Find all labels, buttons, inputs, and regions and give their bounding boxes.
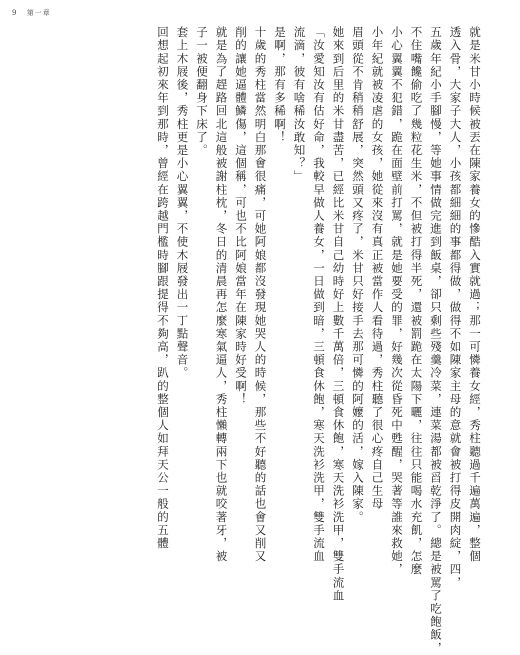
text-column: 她來到后里的米甘盡苦，已經比米甘自己幼時好上數千萬倍，三頓食休飽，寒天洗衫洗甲，雙手流血 bbox=[331, 26, 346, 603]
text-column: 五歲年紀小手腳慢，等她事情做完進到飯桌，卻只剩些殘羹冷菜，連菜湯都被舀乾淨了。總是被罵了吃飽飯， bbox=[429, 26, 443, 655]
text-column: 回想起初來年到那時，曾經在跨越門檻時腳跟提得不夠高，趴的整個人如拜天公一般的五體 bbox=[156, 26, 170, 550]
text-column: 小心翼翼不犯錯，跪在面壁前打罵，就是她要受的罪，好幾次從昏死中甦醒，哭著等誰來救她， bbox=[390, 26, 404, 577]
text-column: 透入骨，大家子大人，小孩都細細的事都得做，做得不如陳家主母的意就會被打得皮開肉綻，四， bbox=[448, 26, 463, 590]
text-column: 眉頭從不肯稍稍舒展，突然頭又疼了，米甘只好接手去那可憐的阿嬤的活，嫁入陳家。 bbox=[351, 26, 365, 524]
text-column: 「汝愛知汝有估好命，我較早做人養女，一日做到暗，三頓食休飽，寒天洗衫洗甲，雙手流血 bbox=[312, 26, 326, 564]
text-column: 小年紀就被凌虐的女孩，她從來沒有真正被當作人看待過，秀柱聽了很心疼自己生母 bbox=[370, 26, 385, 511]
page-number: 9 bbox=[12, 9, 18, 17]
text-column: 是啊，那有多稀啊！ bbox=[273, 26, 287, 144]
text-column: 子一被便翻身下床了。 bbox=[195, 26, 209, 157]
chapter-title: 第一章 bbox=[26, 9, 51, 17]
text-column: 流滴，彼有啥稀汝敢知？」 bbox=[292, 26, 307, 184]
text-column: 削的讓她逼體鱗傷，這個稱，可也不比阿娘當年在陳家時好受啊！ bbox=[234, 26, 248, 406]
text-column: 套上木屐後，秀柱更是小心翼翼，不使木屐發出一丁點聲音。 bbox=[175, 26, 190, 380]
text-column: 不住嘴饞偷吃了幾粒花生米，不但被打得半死，還被罰跪在太陽下曬，往往只能喝水充飢，怎麼 bbox=[409, 26, 424, 577]
text-column: 十歲的秀柱當然明白那會很痛，可她阿娘都沒發現她哭人的時候，那些不好聽的話也會又削又 bbox=[253, 26, 268, 564]
text-column: 就是米甘小時候被丟在陳家養女的慘酷入實就過；那一可憐養女經，秀柱聽過千遍萬遍，整個 bbox=[468, 26, 482, 564]
text-column: 就是為了趕路回北這般被謝柱枕，冬日的清晨再怎麼寒氣逼人，秀柱懶轉兩下也就咬著牙，被 bbox=[214, 26, 229, 564]
vertical-text-body bbox=[156, 26, 482, 655]
page-header bbox=[12, 8, 51, 18]
